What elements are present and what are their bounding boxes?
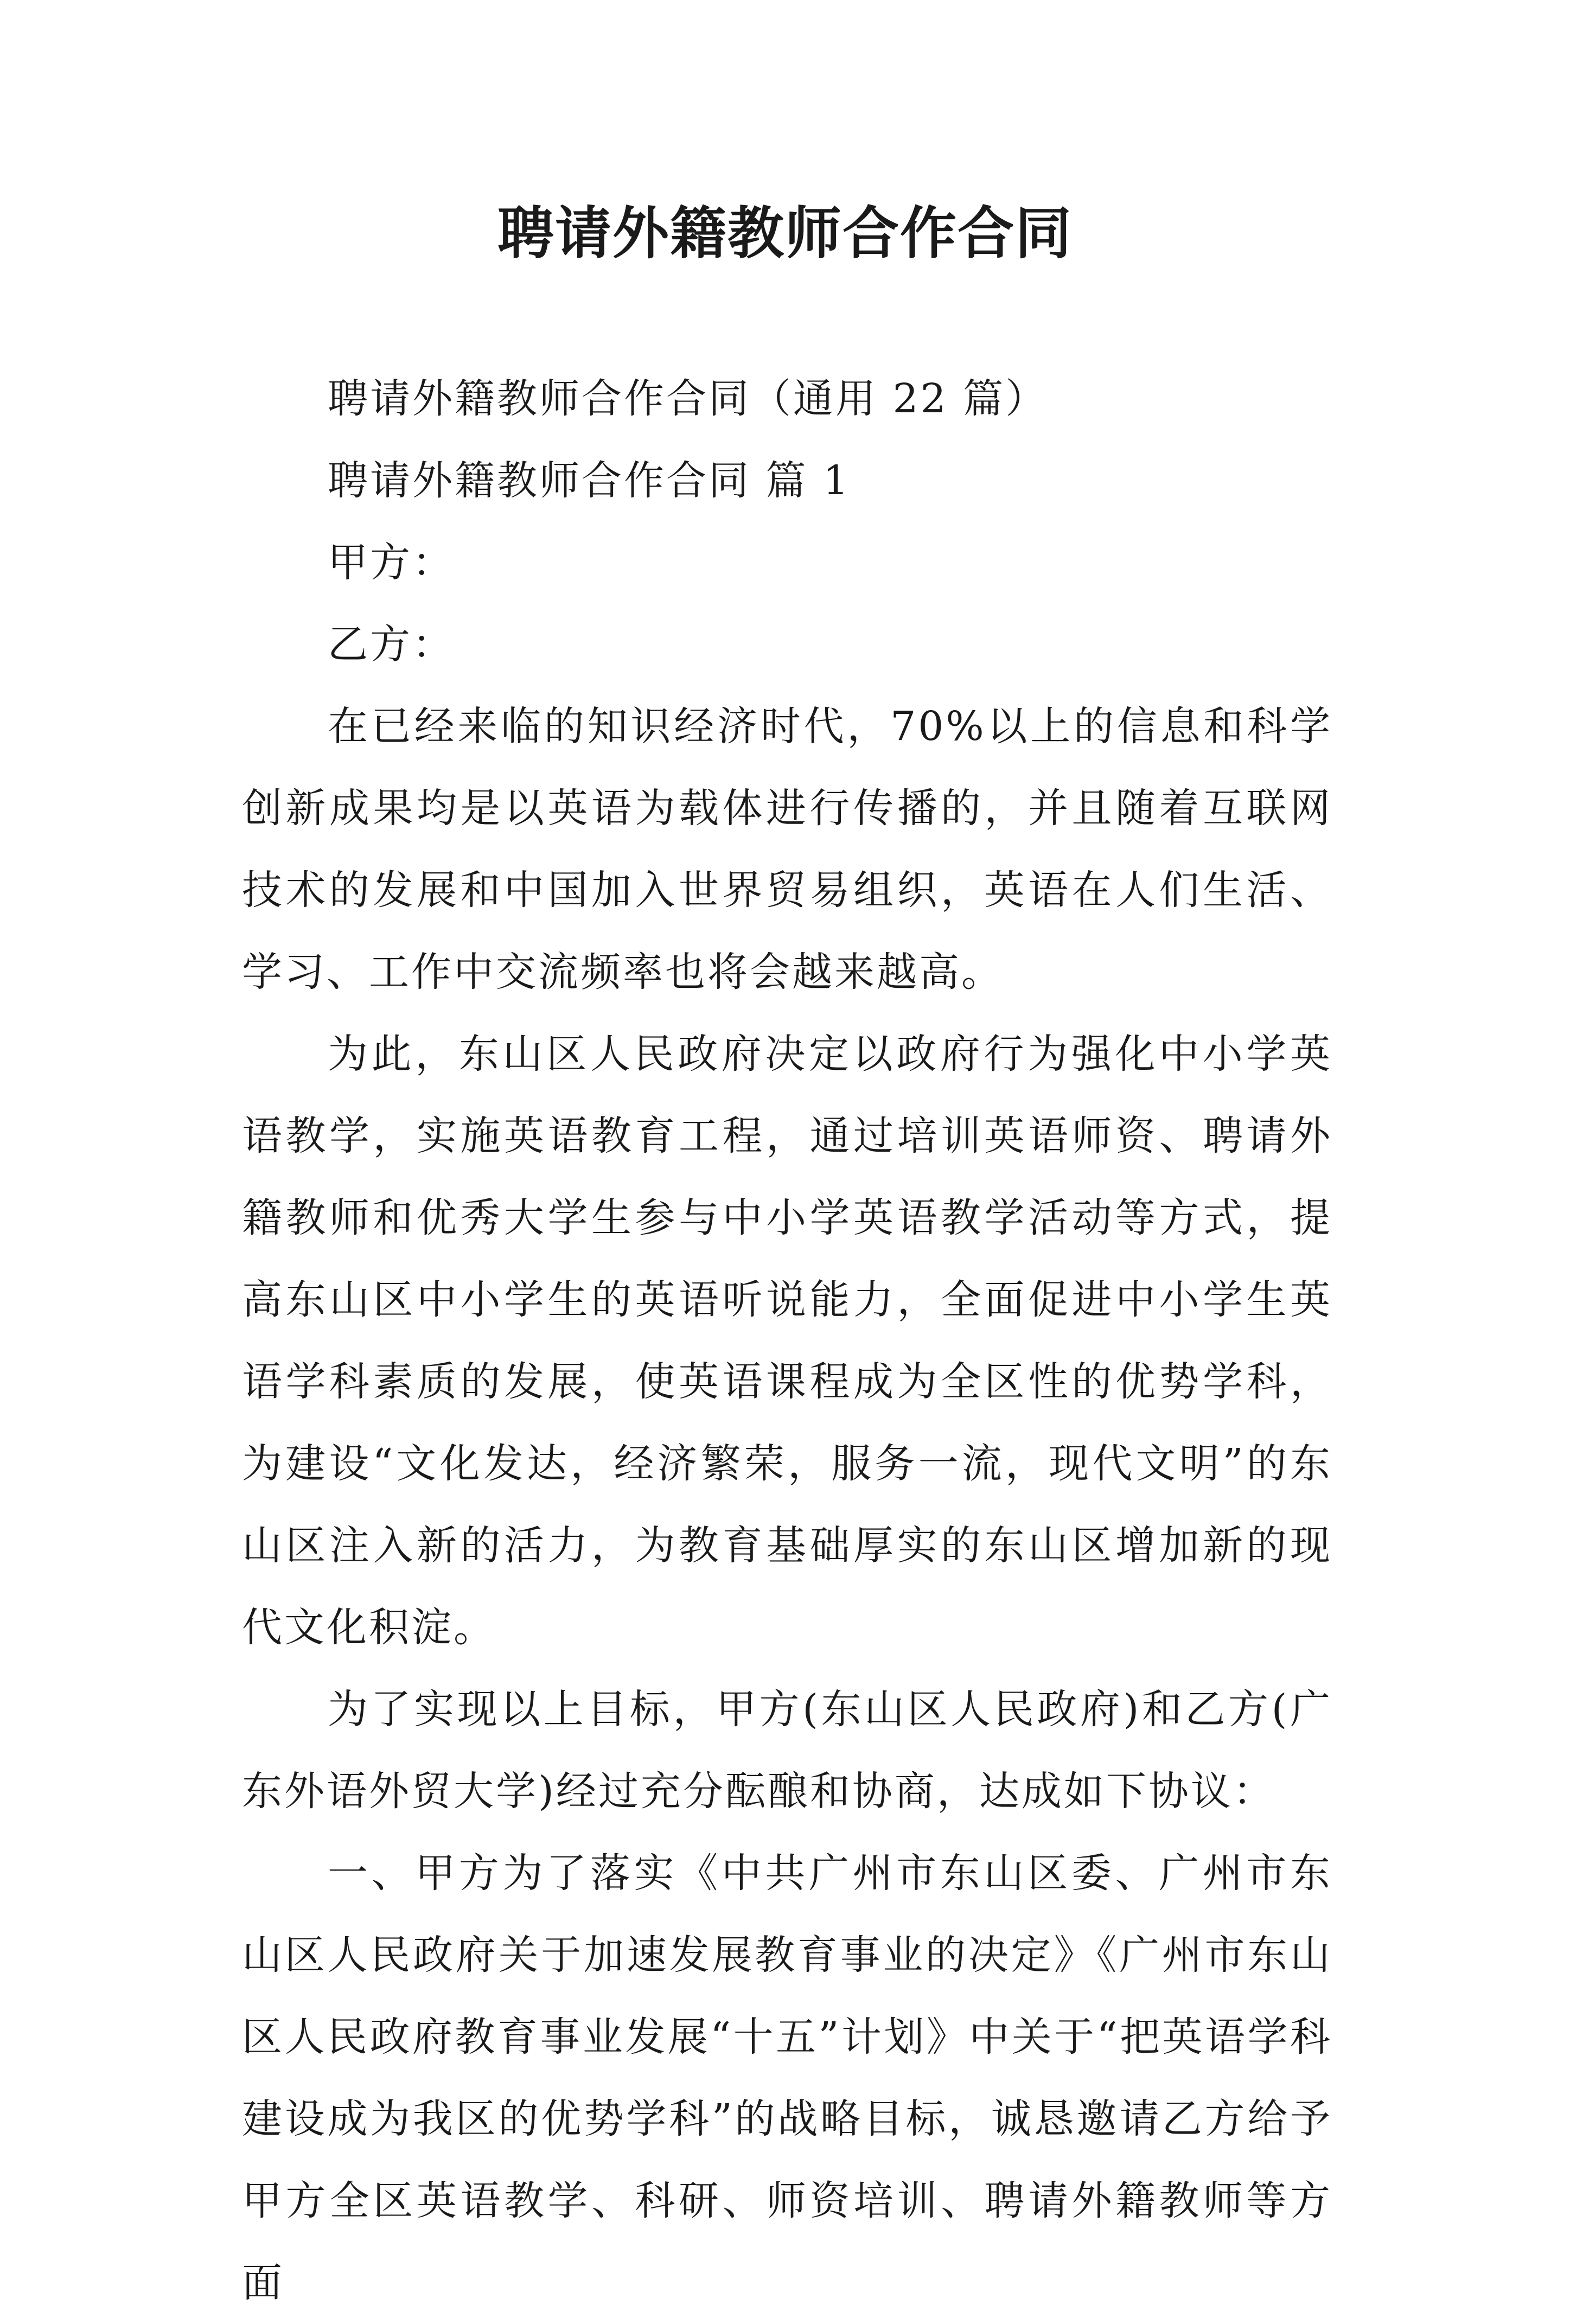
- paragraph-party-a: 甲方：: [328, 539, 455, 586]
- paragraph-subtitle: 聘请外籍教师合作合同（通用 22 篇）: [328, 375, 1048, 422]
- paragraph-agreement-intro: 为了实现以上目标，甲方(东山区人民政府)和乙方(广东外语外贸大学)经过充分酝酿和协商，达成如下协议：: [242, 1686, 1332, 1815]
- paragraph-clause-1: 一、甲方为了落实《中共广州市东山区委、广州市东山区人民政府关于加速发展教育事业的决定》《广州市东山区人民政府教育事业发展“十五”计划》中关于“把英语学科建设成为我区的优势学科”的战略目标，诚恳邀请乙方给予甲方全区英语教学、科研、师资培训、聘请外籍教师等方面: [242, 1850, 1332, 2306]
- paragraph-section-heading: 聘请外籍教师合作合同 篇 1: [328, 457, 851, 504]
- document-title: 聘请外籍教师合作合同: [497, 200, 1073, 266]
- paragraph-purpose: 为此，东山区人民政府决定以政府行为强化中小学英语教学，实施英语教育工程，通过培训英语师资、聘请外籍教师和优秀大学生参与中小学英语教学活动等方式，提高东山区中小学生的英语听说能力，全面促进中小学生英语学科素质的发展，使英语课程成为全区性的优势学科，为建设“文化发达，经济繁荣，服务一流，现代文明”的东山区注入新的活力，为教育基础厚实的东山区增加新的现代文化积淀。: [242, 1031, 1332, 1651]
- document-body: [242, 358, 1332, 2324]
- paragraph-background: 在已经来临的知识经济时代，70%以上的信息和科学创新成果均是以英语为载体进行传播的，并且随着互联网技术的发展和中国加入世界贸易组织，英语在人们生活、学习、工作中交流频率也将会越来越高。: [242, 703, 1332, 995]
- paragraph-party-b: 乙方：: [328, 621, 455, 668]
